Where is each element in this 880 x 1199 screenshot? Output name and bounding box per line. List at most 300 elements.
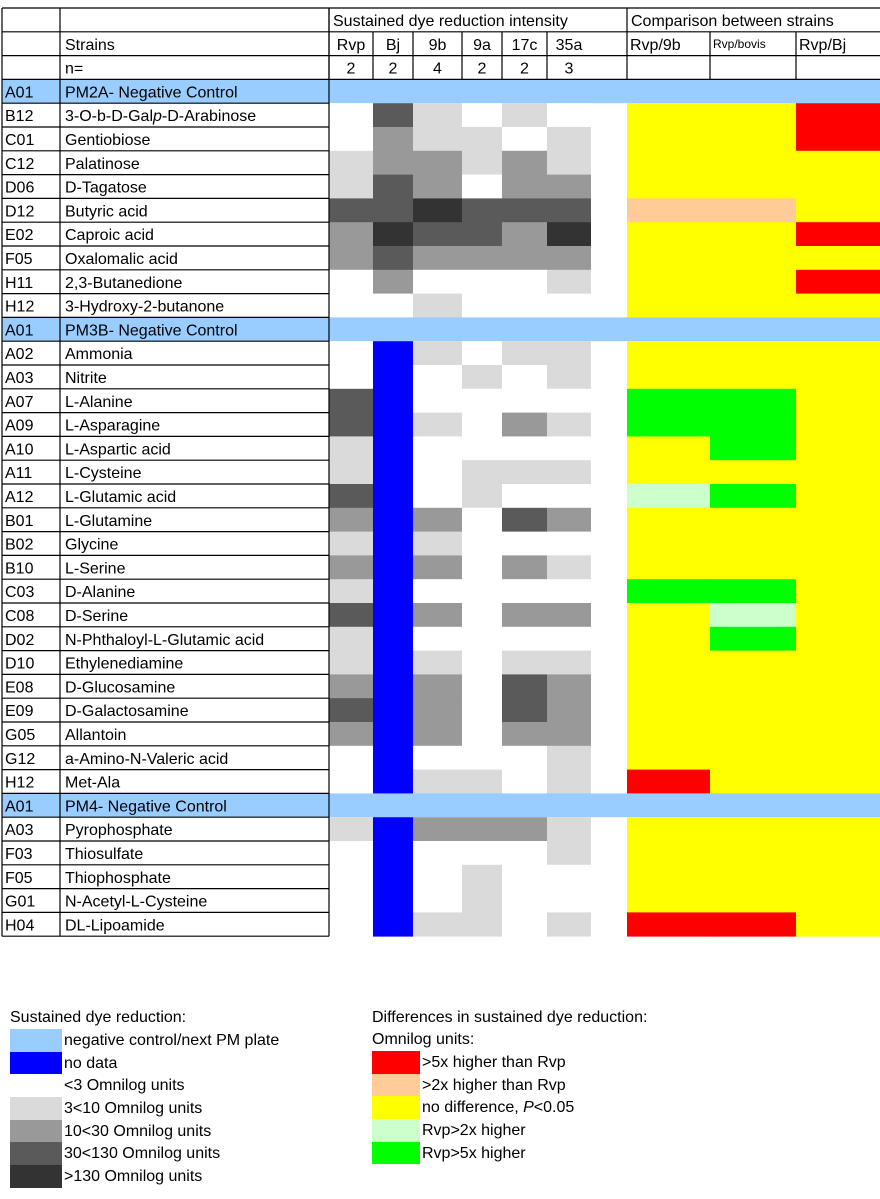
intensity-cell (373, 198, 413, 222)
legend-label (64, 1030, 279, 1052)
intensity-cell (462, 865, 502, 889)
legend-label (422, 1052, 566, 1074)
legend-comparison-subtitle: Omnilog units: (372, 1031, 475, 1048)
comparison-cell (796, 484, 880, 508)
intensity-cell (462, 627, 502, 651)
intensity-cell (413, 484, 462, 508)
comparison-cell (627, 341, 711, 365)
intensity-cell (547, 222, 591, 246)
comparison-cell (796, 246, 880, 270)
comparison-cell (710, 603, 797, 627)
comparison-cell (796, 508, 880, 532)
comparison-cell (627, 627, 711, 651)
intensity-cell (502, 365, 547, 389)
intensity-cell (502, 508, 547, 532)
intensity-cell (462, 579, 502, 603)
comparison-cell (627, 651, 711, 675)
intensity-cell (373, 889, 413, 913)
intensity-cell (373, 555, 413, 579)
intensity-cell (462, 460, 502, 484)
intensity-cell (329, 246, 373, 270)
comparison-cell (710, 579, 797, 603)
legend-swatch (10, 1052, 62, 1075)
comparison-cell (710, 127, 797, 151)
row-compound-name: DL-Lipoamide (65, 917, 165, 935)
intensity-cell (413, 222, 462, 246)
intensity-cell (462, 246, 502, 270)
row-well-id: B10 (5, 560, 34, 578)
comparison-cell (796, 103, 880, 127)
row-compound-name: Thiophosphate (65, 869, 171, 887)
intensity-cell (329, 555, 373, 579)
intensity-cell (373, 817, 413, 841)
comparison-cell (796, 841, 880, 865)
comparison-cell (710, 746, 797, 770)
row-well-id: A03 (5, 370, 34, 387)
legend-item (10, 1097, 370, 1120)
intensity-cell (329, 436, 373, 460)
legend-intensity (10, 1007, 370, 1188)
row-compound-name: L-Alanine (65, 393, 133, 411)
legend-label-text: <3 Omnilog units (64, 1077, 185, 1095)
comparison-cell (627, 389, 711, 413)
comparison-cell (627, 436, 711, 460)
row-well-id: G01 (5, 893, 36, 911)
comparison-cell (627, 674, 711, 698)
header-intensity-group: Sustained dye reduction intensity (333, 13, 568, 30)
row-well-id: A03 (5, 822, 34, 840)
intensity-cell (413, 175, 462, 199)
header-strains-label: Strains (65, 36, 115, 54)
comparison-cell (710, 698, 797, 722)
comparison-cell (710, 341, 797, 365)
intensity-cell (462, 746, 502, 770)
comparison-cell (710, 674, 797, 698)
intensity-cell (373, 103, 413, 127)
intensity-cell (462, 341, 502, 365)
strain-column-header: 35a (555, 36, 583, 54)
intensity-cell (462, 484, 502, 508)
comparison-cell (710, 722, 797, 746)
n-value: 2 (520, 60, 529, 78)
comparison-cell (796, 912, 880, 936)
intensity-cell (547, 175, 591, 199)
intensity-cell (329, 222, 373, 246)
intensity-cell (502, 603, 547, 627)
intensity-cell (462, 175, 502, 199)
intensity-cell (547, 365, 591, 389)
legend-item (10, 1052, 370, 1075)
comparison-cell (796, 746, 880, 770)
intensity-cell (502, 270, 547, 294)
legend-swatch (372, 1119, 420, 1142)
intensity-cell (547, 912, 591, 936)
row-well-id: A09 (5, 417, 34, 435)
compound-name-part: 3-O-b-D-Gal (65, 108, 154, 126)
intensity-cell (502, 817, 547, 841)
comparison-cell (627, 198, 711, 222)
intensity-cell (413, 413, 462, 437)
intensity-cell (462, 841, 502, 865)
intensity-cell (373, 365, 413, 389)
row-well-id: A07 (5, 393, 34, 411)
intensity-cell (502, 841, 547, 865)
row-well-id: D02 (5, 631, 35, 649)
intensity-cell (547, 294, 591, 318)
comparison-cell (627, 484, 711, 508)
intensity-cell (329, 912, 373, 936)
intensity-cell (373, 413, 413, 437)
comparison-cell (710, 413, 797, 437)
intensity-cell (329, 579, 373, 603)
intensity-cell (373, 698, 413, 722)
comparison-cell (796, 436, 880, 460)
comparison-cell (710, 770, 797, 794)
row-compound-name: a-Amino-N-Valeric acid (65, 750, 229, 768)
intensity-cell (413, 841, 462, 865)
intensity-cell (413, 555, 462, 579)
row-well-id: A11 (5, 465, 33, 483)
legend-swatch (10, 1142, 62, 1165)
intensity-cell (502, 627, 547, 651)
comparison-cell (627, 912, 711, 936)
legend-label-text: >130 Omnilog units (64, 1168, 203, 1186)
comparison-cell (710, 889, 797, 913)
comparison-cell (627, 460, 711, 484)
header-comparison-group: Comparison between strains (631, 13, 834, 30)
legend-label-text: no difference, (422, 1099, 524, 1117)
comparison-cell (796, 627, 880, 651)
row-compound-name: N-Phthaloyl-L-Glutamic acid (65, 631, 265, 649)
intensity-cell (413, 770, 462, 794)
intensity-cell (413, 103, 462, 127)
comparison-cell (796, 175, 880, 199)
intensity-cell (413, 651, 462, 675)
row-well-id: E09 (5, 703, 34, 721)
legend-label (422, 1143, 526, 1165)
intensity-cell (329, 127, 373, 151)
intensity-cell (329, 341, 373, 365)
intensity-cell (329, 389, 373, 413)
row-well-id: A12 (5, 489, 34, 506)
row-compound-name: D-Serine (65, 608, 129, 625)
intensity-cell (373, 436, 413, 460)
intensity-cell (329, 698, 373, 722)
legend-swatch (10, 1120, 62, 1143)
intensity-cell (462, 532, 502, 556)
legend-label (64, 1121, 211, 1143)
row-compound-name: L-Glutamic acid (65, 489, 177, 506)
row-well-id: D10 (5, 655, 35, 673)
legend-label (64, 1053, 117, 1075)
intensity-cell (373, 175, 413, 199)
intensity-cell (502, 746, 547, 770)
intensity-cell (373, 651, 413, 675)
row-well-id: D12 (5, 203, 35, 221)
comparison-cell (627, 865, 711, 889)
intensity-cell (373, 912, 413, 936)
intensity-cell (462, 770, 502, 794)
intensity-cell (329, 294, 373, 318)
comparison-cell (710, 246, 797, 270)
intensity-cell (547, 579, 591, 603)
row-compound-name: L-Glutamine (65, 512, 153, 530)
row-compound-name: Gentiobiose (65, 132, 151, 149)
comparison-cell (796, 151, 880, 175)
comparison-cell (796, 198, 880, 222)
intensity-cell (547, 770, 591, 794)
intensity-cell (329, 270, 373, 294)
legend-label (64, 1075, 185, 1097)
intensity-cell (462, 436, 502, 460)
intensity-cell (547, 555, 591, 579)
legend-swatch (10, 1074, 62, 1097)
intensity-cell (547, 674, 591, 698)
intensity-cell (462, 603, 502, 627)
n-value: 3 (564, 60, 574, 78)
intensity-cell (329, 651, 373, 675)
comparison-column-header: Rvp/9b (630, 36, 681, 54)
comparison-column-header: Rvp/bovis (713, 36, 766, 51)
comparison-cell (710, 484, 797, 508)
comparison-cell (796, 651, 880, 675)
intensity-cell (547, 127, 591, 151)
intensity-cell (413, 603, 462, 627)
comparison-cell (710, 198, 797, 222)
row-well-id: B12 (5, 108, 34, 126)
intensity-cell (547, 603, 591, 627)
intensity-cell (502, 865, 547, 889)
intensity-cell (329, 865, 373, 889)
strain-column-header: 17c (511, 36, 538, 54)
intensity-cell (502, 341, 547, 365)
legend-label-text: >2x higher than Rvp (422, 1076, 566, 1094)
intensity-cell (373, 674, 413, 698)
intensity-cell (462, 270, 502, 294)
comparison-cell (796, 770, 880, 794)
strain-column-header: 9b (428, 36, 447, 54)
compound-name-italic: p (153, 108, 162, 126)
intensity-cell (373, 484, 413, 508)
row-well-id: H12 (5, 774, 35, 792)
comparison-cell (796, 365, 880, 389)
intensity-cell (329, 151, 373, 175)
comparison-cell (710, 389, 797, 413)
intensity-cell (373, 341, 413, 365)
intensity-cell (329, 722, 373, 746)
intensity-cell (502, 294, 547, 318)
row-compound-name: 3-Hydroxy-2-butanone (65, 298, 225, 316)
row-compound-name: Thiosulfate (65, 846, 144, 863)
intensity-cell (373, 579, 413, 603)
legend-item (10, 1074, 370, 1097)
intensity-cell (373, 603, 413, 627)
n-value: 2 (388, 60, 398, 78)
comparison-cell (627, 270, 711, 294)
legend-comparison (372, 1007, 792, 1164)
comparison-cell (627, 817, 711, 841)
legend-label-text: no data (64, 1054, 118, 1072)
legend-item (10, 1029, 370, 1052)
legend-label (64, 1143, 220, 1165)
comparison-cell (710, 651, 797, 675)
comparison-cell (796, 579, 880, 603)
comparison-cell (627, 746, 711, 770)
comparison-cell (627, 246, 711, 270)
legend-label (422, 1120, 526, 1142)
legend-label (422, 1075, 566, 1097)
intensity-cell (329, 103, 373, 127)
legend-label-text: 30<130 Omnilog units (64, 1145, 221, 1163)
intensity-cell (547, 389, 591, 413)
intensity-cell (373, 770, 413, 794)
intensity-cell (502, 674, 547, 698)
intensity-cell (413, 912, 462, 936)
comparison-cell (710, 460, 797, 484)
comparison-cell (796, 222, 880, 246)
comparison-cell (710, 436, 797, 460)
intensity-cell (462, 508, 502, 532)
comparison-cell (796, 413, 880, 437)
intensity-cell (547, 436, 591, 460)
intensity-cell (329, 746, 373, 770)
comparison-cell (627, 555, 711, 579)
row-well-id: F05 (5, 251, 33, 268)
intensity-cell (547, 865, 591, 889)
row-well-id: H11 (5, 274, 34, 292)
row-compound-name: Caproic acid (65, 227, 154, 245)
legend-item (10, 1120, 370, 1143)
legend-item (372, 1142, 792, 1165)
row-well-id: A01 (5, 322, 34, 340)
legend-label-text: 3<10 Omnilog units (64, 1100, 203, 1118)
row-compound-name: L-Cysteine (65, 465, 142, 483)
row-compound-name: PM3B- Negative Control (65, 322, 238, 340)
intensity-cell (502, 103, 547, 127)
strain-column-header: 9a (473, 36, 491, 54)
comparison-cell (710, 365, 797, 389)
comparison-cell (796, 127, 880, 151)
comparison-cell (710, 175, 797, 199)
legend-label-rest: <0.05 (533, 1099, 575, 1117)
row-well-id: G12 (5, 750, 36, 768)
legend-item (372, 1074, 792, 1097)
legend-item (10, 1165, 370, 1188)
intensity-cell (547, 532, 591, 556)
intensity-cell (547, 151, 591, 175)
intensity-cell (502, 436, 547, 460)
intensity-cell (413, 579, 462, 603)
intensity-cell (373, 222, 413, 246)
legend-item (10, 1142, 370, 1165)
n-value: 4 (433, 60, 442, 78)
legend-swatch (10, 1029, 62, 1052)
intensity-cell (329, 674, 373, 698)
legend-label-text: >5x higher than Rvp (422, 1054, 566, 1071)
comparison-cell (796, 294, 880, 318)
comparison-cell (627, 103, 711, 127)
intensity-cell (502, 175, 547, 199)
intensity-cell (329, 460, 373, 484)
row-compound-name: 2,3-Butanedione (65, 274, 183, 292)
n-value: 2 (346, 60, 356, 78)
intensity-cell (413, 627, 462, 651)
comparison-cell (627, 579, 711, 603)
intensity-cell (462, 698, 502, 722)
intensity-cell (329, 770, 373, 794)
comparison-cell (627, 294, 711, 318)
intensity-cell (413, 389, 462, 413)
intensity-cell (373, 270, 413, 294)
intensity-cell (373, 508, 413, 532)
intensity-cell (547, 508, 591, 532)
strain-column-header: Bj (385, 36, 401, 54)
row-well-id: C12 (5, 155, 35, 173)
intensity-cell (502, 722, 547, 746)
row-compound-name: Butyric acid (65, 203, 148, 221)
intensity-cell (413, 365, 462, 389)
comparison-cell (710, 912, 797, 936)
comparison-cell (710, 817, 797, 841)
legend-intensity-title: Sustained dye reduction: (10, 1009, 187, 1026)
row-compound-name: Met-Ala (65, 774, 121, 792)
intensity-cell (462, 889, 502, 913)
intensity-cell (547, 341, 591, 365)
intensity-cell (547, 698, 591, 722)
intensity-cell (502, 889, 547, 913)
intensity-cell (329, 198, 373, 222)
intensity-cell (373, 865, 413, 889)
intensity-cell (413, 198, 462, 222)
row-compound-name: Ethylenediamine (65, 655, 184, 673)
intensity-cell (547, 103, 591, 127)
legend-swatch (372, 1074, 420, 1097)
intensity-cell (547, 484, 591, 508)
intensity-cell (413, 127, 462, 151)
intensity-cell (373, 389, 413, 413)
intensity-cell (462, 222, 502, 246)
row-compound-name: Oxalomalic acid (65, 251, 178, 268)
intensity-cell (502, 532, 547, 556)
comparison-cell (796, 817, 880, 841)
row-compound-name: Ammonia (65, 346, 133, 364)
row-well-id: D06 (5, 179, 35, 197)
comparison-cell (627, 175, 711, 199)
intensity-cell (373, 722, 413, 746)
row-well-id: A10 (5, 441, 34, 459)
intensity-cell (502, 198, 547, 222)
comparison-cell (710, 865, 797, 889)
intensity-cell (462, 389, 502, 413)
legend-label (64, 1166, 202, 1188)
legend-item (372, 1119, 792, 1142)
intensity-cell (373, 127, 413, 151)
intensity-cell (413, 294, 462, 318)
comparison-cell (627, 365, 711, 389)
comparison-cell (710, 508, 797, 532)
intensity-cell (462, 722, 502, 746)
legend-label-text: 10<30 Omnilog units (64, 1122, 212, 1140)
comparison-cell (796, 674, 880, 698)
intensity-cell (502, 651, 547, 675)
intensity-cell (547, 651, 591, 675)
intensity-cell (373, 460, 413, 484)
comparison-cell (627, 841, 711, 865)
legend-swatch (372, 1142, 420, 1165)
legend-swatch (10, 1097, 62, 1120)
legend-item (372, 1051, 792, 1074)
intensity-cell (413, 151, 462, 175)
